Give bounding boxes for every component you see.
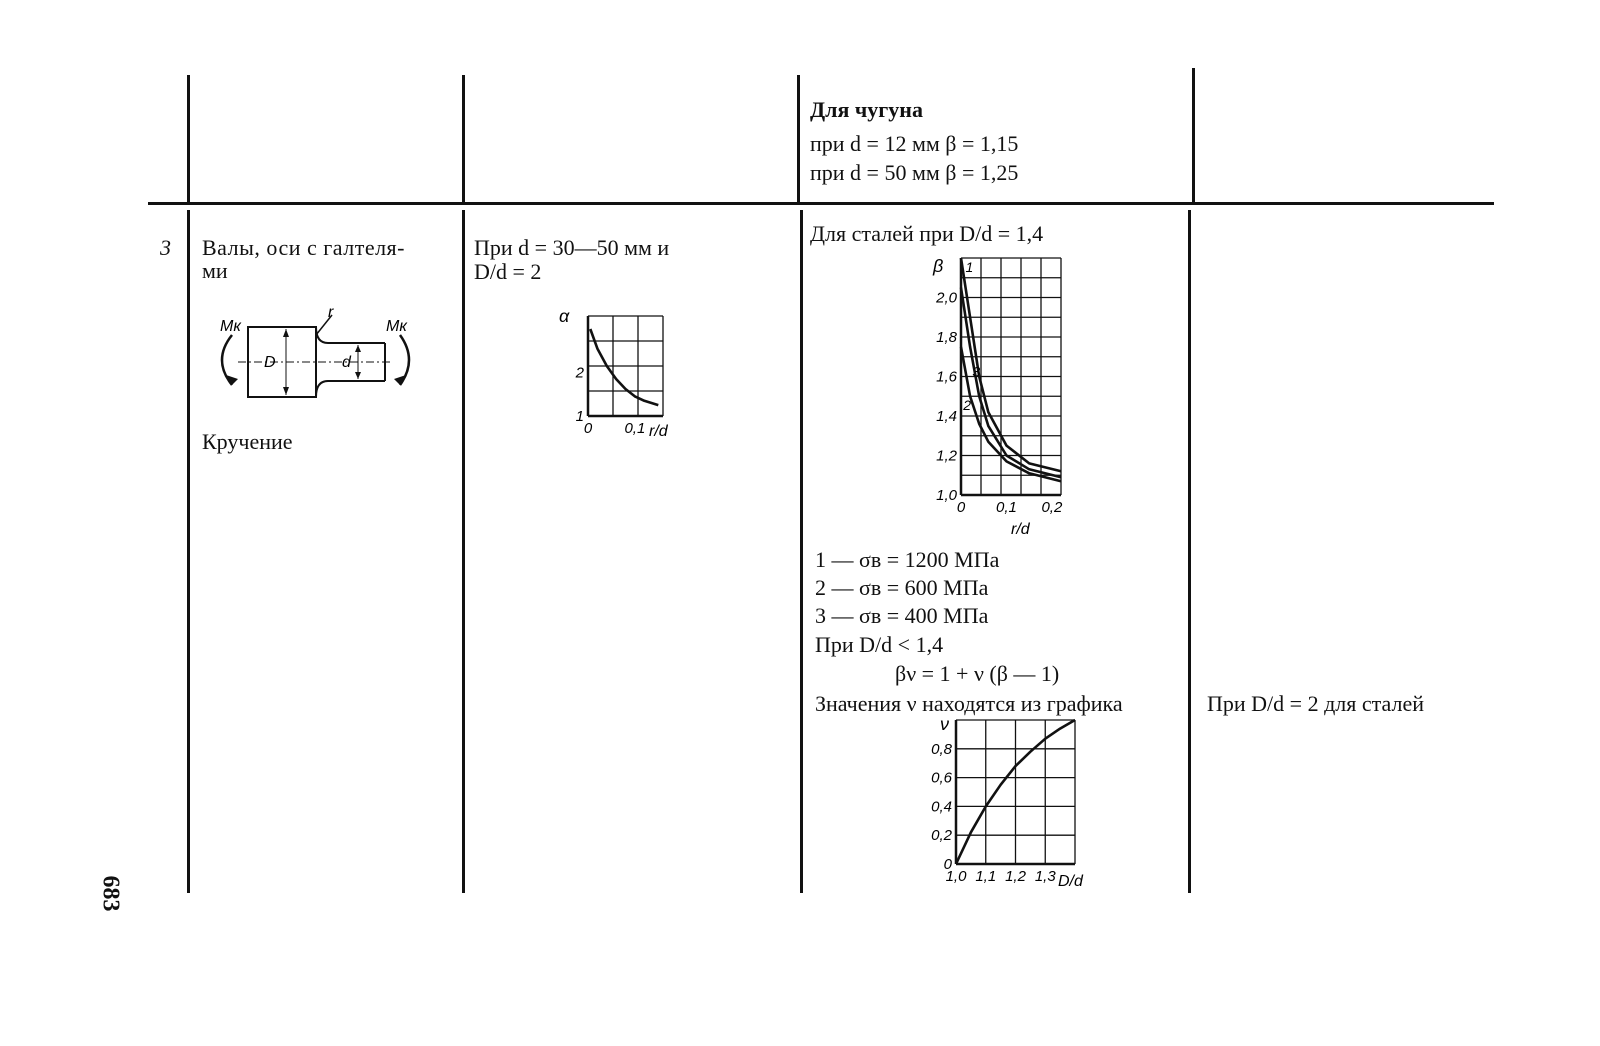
y-tick-label: 0,2 <box>931 827 952 845</box>
nu-chart <box>920 712 1085 894</box>
col-divider-3-top <box>797 75 800 205</box>
legend-3: 3 — σв = 400 МПа <box>815 603 989 628</box>
col-divider-1 <box>187 210 190 893</box>
y-tick-label: 1,6 <box>936 368 957 386</box>
label-r: r <box>328 305 334 321</box>
y-tick-label: 0 <box>943 856 952 873</box>
cast-iron-line-2: при d = 50 мм β = 1,25 <box>810 160 1019 185</box>
x-tick-label: 0,1 <box>996 499 1017 516</box>
series-label-1: 1 <box>965 258 974 275</box>
y-tick-label: 1,4 <box>936 408 957 425</box>
x-axis-label: D/d <box>1058 873 1083 890</box>
x-axis-label: r/d <box>649 423 668 440</box>
grid <box>588 316 663 416</box>
legend-1: 1 — σв = 1200 МПа <box>815 547 1000 572</box>
nu-note: Значения ν находятся из графика <box>815 691 1123 716</box>
x-tick-label: 0 <box>956 499 966 516</box>
y-tick-label: 1,8 <box>936 329 957 346</box>
label-d: d <box>342 354 351 371</box>
x-tick-label: 0 <box>583 420 593 437</box>
col-divider-4 <box>1188 210 1191 893</box>
loading-type: Кручение <box>202 429 293 454</box>
y-tick-label: 1,2 <box>936 447 957 465</box>
y-tick-label: 0,8 <box>931 740 952 758</box>
y-axis-label: ν <box>940 714 949 734</box>
y-tick-label: 0,4 <box>931 798 952 816</box>
col-divider-4-top <box>1192 68 1195 203</box>
alpha-condition-line-2: D/d = 2 <box>474 259 542 284</box>
shaft-diagram <box>210 305 420 405</box>
alpha-chart <box>555 300 685 440</box>
object-name-line-2: ми <box>202 258 228 283</box>
alpha-condition-line-1: При d = 30—50 мм и <box>474 235 670 260</box>
col-divider-2-top <box>462 75 465 205</box>
x-tick-label: 1,1 <box>975 868 997 885</box>
x-tick-label: 0,1 <box>624 420 646 437</box>
label-mk-left: Mк <box>220 318 241 335</box>
col-divider-1-top <box>187 75 190 205</box>
page-number: 683 <box>97 875 124 912</box>
x-tick-label: 0,2 <box>1041 499 1063 516</box>
label-mk-right: Mк <box>386 318 407 335</box>
when-less-note: При D/d < 1,4 <box>815 632 944 657</box>
legend-2: 2 — σв = 600 МПа <box>815 575 989 600</box>
x-tick-label: 1,3 <box>1034 868 1056 885</box>
x-tick-label: 1,0 <box>945 868 967 885</box>
last-column-note: При D/d = 2 для сталей <box>1207 691 1424 716</box>
y-tick-label: 1,0 <box>936 487 957 504</box>
cast-iron-line-1: при d = 12 мм β = 1,15 <box>810 131 1019 156</box>
col-divider-3 <box>800 210 803 893</box>
y-tick-label: 0,6 <box>931 769 952 787</box>
row-number: 3 <box>160 235 171 260</box>
y-tick-label: 2,0 <box>936 289 957 307</box>
y-axis-label: β <box>933 256 944 276</box>
series-label-2: 2 <box>963 397 972 414</box>
beta-chart <box>925 250 1075 545</box>
object-name-line-1: Валы, оси с галтеля- <box>202 235 406 260</box>
x-axis-label: r/d <box>1011 521 1030 538</box>
y-tick-label: 1 <box>575 408 584 425</box>
label-D: D <box>264 354 276 371</box>
y-tick-label: 2 <box>575 364 584 382</box>
grid <box>956 720 1075 864</box>
y-axis-label: α <box>559 306 570 326</box>
row-separator <box>148 202 1494 205</box>
x-tick-label: 1,2 <box>1005 868 1026 885</box>
steel-title: Для сталей при D/d = 1,4 <box>810 221 1044 246</box>
col-divider-2 <box>462 210 465 893</box>
series-label-3: 3 <box>972 363 981 380</box>
beta-nu-formula: βν = 1 + ν (β — 1) <box>895 661 1060 686</box>
cast-iron-title: Для чугуна <box>810 97 923 122</box>
